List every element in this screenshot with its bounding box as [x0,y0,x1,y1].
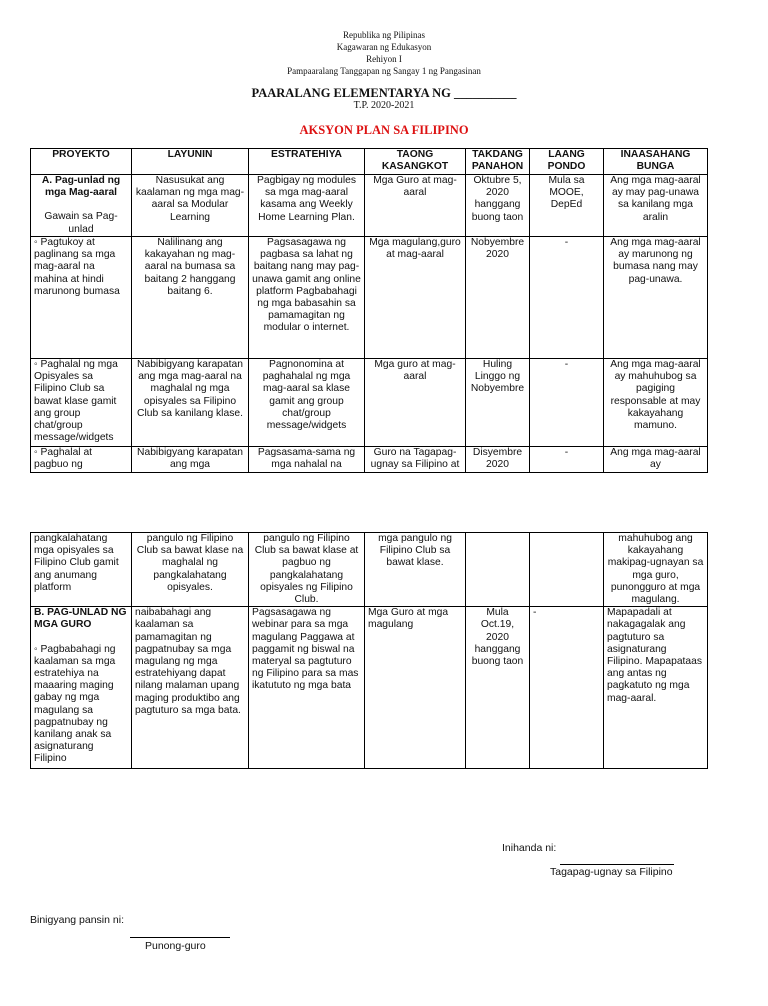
section-title: A. Pag-unlad ng mga Mag-aaral [41,175,121,199]
column-header: PROYEKTO [31,149,132,175]
section-title: B. PAG-UNLAD NG MGA GURO [34,607,127,631]
header-region: Rehiyon I [366,54,402,64]
inaasahang-bunga-cell: Ang mga mag-aaral ay may pag-unawa sa kanilang mga aralin [604,175,708,237]
estratehiya-cell: Pagbigay ng modules sa mga mag-aaral kasama ang Weekly Home Learning Plan. [249,175,365,237]
taong-kasangkot-cell: Mga Guro at mga magulang [365,607,466,769]
taong-kasangkot-cell: mga pangulo ng Filipino Club sa bawat klase. [365,533,466,607]
proyekto-cell: ◦ Paghalal at pagbuo ng [31,447,132,473]
header-department: Kagawaran ng Edukasyon [336,42,432,52]
estratehiya-cell: Pagnonomina at paghahalal ng mga mag-aaral sa klase gamit ang group chat/group message/widgets [249,359,365,447]
proyekto-cell: ◦ Pagtukoy at paglinang sa mga mag-aaral na mahina at hindi marunong bumasa [31,237,132,359]
layunin-cell: Nalilinang ang kakayahan ng mag-aaral na bumasa sa baitang 2 hanggang baitang 6. [132,237,249,359]
column-header: INAASAHANG BUNGA [604,149,708,175]
table-row [31,533,708,607]
action-plan-table [30,148,708,473]
action-plan-table-continued [30,532,708,769]
prepared-by-label: Inihanda ni: [502,842,557,854]
column-header: TAONG KASANGKOT [365,149,466,175]
takdang-panahon-cell: Mula Oct.19, 2020 hanggang buong taon [466,607,530,769]
inaasahang-bunga-cell: Ang mga mag-aaral ay [604,447,708,473]
laang-pondo-cell: - [530,447,604,473]
layunin-cell: Nabibigyang karapatan ang mga mag-aaral na maghalal ng mga opisyales sa Filipino Club sa kanilang klase. [132,359,249,447]
estratehiya-cell: pangulo ng Filipino Club sa bawat klase at pagbuo ng pangkalahatang opisyales ng Filipino Club. [249,533,365,607]
column-header: TAKDANG PANAHON [466,149,530,175]
inaasahang-bunga-cell: Ang mga mag-aaral ay marunong ng bumasa nang may pag-unawa. [604,237,708,359]
laang-pondo-cell: - [530,359,604,447]
school-year: T.P. 2020-2021 [353,100,415,111]
taong-kasangkot-cell: Mga Guro at mag-aaral [365,175,466,237]
takdang-panahon-cell: Huling Linggo ng Nobyembre [466,359,530,447]
section-subtitle: Gawain sa Pag-unlad [44,211,118,235]
taong-kasangkot-cell: Mga magulang,guro at mag-aaral [365,237,466,359]
header-division: Pampaaralang Tanggapan ng Sangay 1 ng Pangasinan [287,66,481,76]
inaasahang-bunga-cell: Mapapadali at nakagagalak ang pagtuturo sa asignaturang Filipino. Mapapataas ang antas ng pagkatuto ng mga mag-aaral. [604,607,708,769]
header-republic: Republika ng Pilipinas [343,30,425,40]
laang-pondo-cell: Mula sa MOOE, DepEd [530,175,604,237]
taong-kasangkot-cell: Guro na Tagapag-ugnay sa Filipino at [365,447,466,473]
school-name: PAARALANG ELEMENTARYA NG __________ [251,86,517,100]
column-header: ESTRATEHIYA [249,149,365,175]
proyekto-cell: ◦ Paghalal ng mga Opisyales sa Filipino Club sa bawat klase gamit ang group chat/group message/widgets [31,359,132,447]
noted-by-role: Punong-guro [145,940,206,952]
takdang-panahon-cell: Disyembre 2020 [466,447,530,473]
inaasahang-bunga-cell: mahuhubog ang kakayahang makipag-ugnayan sa mga guro, punongguro at mga magulang. [604,533,708,607]
proyekto-cell [31,607,132,769]
taong-kasangkot-cell: Mga guro at mag-aaral [365,359,466,447]
layunin-cell: naibabahagi ang kaalaman sa pamamagitan ng pagpatnubay sa mga magulang ng mga estratehiyang dapat nilang malaman upang maging produktibo ang pagtuturo sa mga bata. [132,607,249,769]
section-subtitle: ◦ Pagbabahagi ng kaalaman sa mga estratehiya na maaaring maging gabay ng mga magulang sa pagpatnubay ng kanilang anak sa asignaturang Filipino [34,643,116,765]
column-header: LAYUNIN [132,149,249,175]
estratehiya-cell: Pagsasagawa ng webinar para sa mga magulang Paggawa at paggamit ng biswal na materyal sa pagtuturo ng Filipino para sa mas ikatututo ng mga bata [249,607,365,769]
table-row [31,447,708,473]
table-row [31,175,708,237]
layunin-cell: Nasusukat ang kaalaman ng mga mag-aaral sa Modular Learning [132,175,249,237]
prepared-by-role: Tagapag-ugnay sa Filipino [550,866,673,878]
laang-pondo-cell [530,533,604,607]
table-row [31,359,708,447]
noted-signature-line [130,937,230,938]
layunin-cell: pangulo ng Filipino Club sa bawat klase na maghalal ng pangkalahatang opisyales. [132,533,249,607]
layunin-cell: Nabibigyang karapatan ang mga [132,447,249,473]
takdang-panahon-cell [466,533,530,607]
inaasahang-bunga-cell: Ang mga mag-aaral ay mahuhubog sa pagiging responsable at may kakayahang mamuno. [604,359,708,447]
estratehiya-cell: Pagsasagawa ng pagbasa sa lahat ng baitang nang may pag-unawa gamit ang online platform Pagbabahagi ng mga babasahin sa pamamagitan ng modular o internet. [249,237,365,359]
noted-by-label: Binigyang pansin ni: [30,914,124,926]
prepared-signature-line [560,864,674,865]
column-header: LAANG PONDO [530,149,604,175]
proyekto-cell [31,175,132,237]
table-header-row [31,149,708,175]
estratehiya-cell: Pagsasama-sama ng mga nahalal na [249,447,365,473]
proyekto-cell: pangkalahatang mga opisyales sa Filipino Club gamit ang anumang platform [31,533,132,607]
table-row [31,607,708,769]
takdang-panahon-cell: Oktubre 5, 2020 hanggang buong taon [466,175,530,237]
laang-pondo-cell: - [530,607,604,769]
table-row [31,237,708,359]
takdang-panahon-cell: Nobyembre 2020 [466,237,530,359]
document-title: AKSYON PLAN SA FILIPINO [299,123,469,137]
laang-pondo-cell: - [530,237,604,359]
